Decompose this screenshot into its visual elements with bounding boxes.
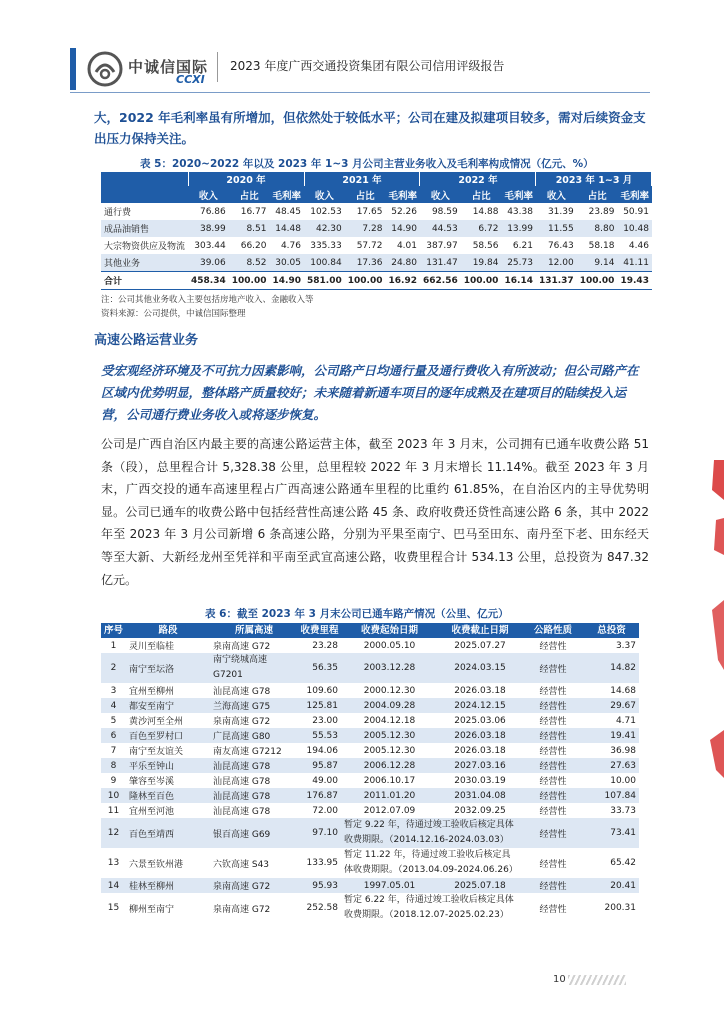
table6-cell-no: 12 bbox=[101, 818, 126, 848]
table5-sub-header-row bbox=[101, 186, 652, 203]
table6-row bbox=[101, 728, 639, 743]
table6-cell-len: 97.10 bbox=[298, 818, 341, 848]
table6-header-cell: 总投资 bbox=[584, 623, 639, 638]
table5-total-row bbox=[101, 272, 652, 290]
table5-corner-cell bbox=[101, 186, 188, 203]
table6-cell-hw: 汕昆高速 G78 bbox=[210, 788, 298, 803]
table5-year-header: 2022 年 bbox=[420, 172, 536, 186]
table6-cell-inv: 33.73 bbox=[610, 805, 636, 816]
table6-cell-len: 95.87 bbox=[298, 758, 341, 773]
table6-cell-end: 2025.07.18 bbox=[438, 878, 522, 893]
table6-cell-no: 15 bbox=[107, 903, 120, 913]
table5-total-cell: 16.92 bbox=[385, 272, 420, 290]
table6-cell-inv: 14.68 bbox=[610, 685, 636, 696]
table5-total-label: 合计 bbox=[101, 272, 188, 290]
table6-cell-hw: 汕昆高速 G78 bbox=[210, 758, 298, 773]
table5-row bbox=[101, 237, 652, 254]
table6-cell-hw: 南友高速 G7212 bbox=[213, 747, 282, 757]
table5-cell: 335.33 bbox=[310, 240, 342, 251]
table6-cell-start: 2000.05.10 bbox=[363, 640, 416, 651]
section-title: 高速公路运营业务 bbox=[94, 333, 199, 348]
table6-cell-len: 23.00 bbox=[312, 715, 338, 726]
table6-cell-inv: 36.98 bbox=[610, 745, 636, 756]
table6-cell-start: 2005.12.30 bbox=[341, 728, 438, 743]
table6-cell-road: 都安至南宁 bbox=[126, 698, 210, 713]
table5-cell: 102.53 bbox=[310, 206, 342, 217]
table5-cell: 52.26 bbox=[391, 206, 417, 217]
table6-cell-hw: 兰海高速 G75 bbox=[210, 698, 298, 713]
table6-cell-road: 平乐至钟山 bbox=[126, 758, 210, 773]
table6-cell-hw: 银百高速 G69 bbox=[210, 818, 298, 848]
table5 bbox=[101, 172, 652, 290]
table6-cell-hw: 汕昆高速 G78 bbox=[213, 807, 271, 817]
table5-cell: 48.45 bbox=[275, 206, 301, 217]
table6-cell-end: 2032.09.25 bbox=[454, 805, 506, 816]
table5-total-cell: 100.00 bbox=[229, 272, 270, 290]
table6-cell-hw: 汕昆高速 G78 bbox=[213, 777, 271, 787]
table6-cell-no: 6 bbox=[101, 728, 126, 743]
table5-cell: 25.73 bbox=[501, 254, 536, 272]
table6-cell-len: 176.87 bbox=[298, 788, 341, 803]
table6-cell-len: 133.95 bbox=[306, 858, 338, 868]
table6-header-cell: 公路性质 bbox=[522, 623, 584, 638]
table5-cell: 58.56 bbox=[472, 240, 499, 251]
table6-cell-hw: 广昆高速 G80 bbox=[210, 728, 298, 743]
table6-row bbox=[101, 788, 639, 803]
table6-cell-type: 经营性 bbox=[522, 788, 584, 803]
table6-cell-start: 2011.01.20 bbox=[341, 788, 438, 803]
table5-subheader: 毛利率 bbox=[269, 186, 304, 203]
table6-cell-type: 经营性 bbox=[539, 642, 567, 652]
table5-subheader: 占比 bbox=[345, 186, 386, 203]
table5-cell: 17.65 bbox=[356, 206, 383, 217]
table5-row bbox=[101, 254, 652, 272]
table5-year-header: 2023 年 1~3 月 bbox=[536, 172, 652, 186]
ccxi-logo bbox=[86, 50, 211, 88]
table6-cell-start: 2006.10.17 bbox=[363, 775, 416, 786]
table6-row bbox=[101, 758, 639, 773]
table5-row-label: 其他业务 bbox=[101, 254, 188, 272]
table6-cell-road: 灵川至临桂 bbox=[129, 642, 175, 652]
table5-total-cell: 131.37 bbox=[536, 272, 577, 290]
header-rule bbox=[70, 92, 650, 93]
table5-total-cell: 16.14 bbox=[501, 272, 536, 290]
table5-cell: 30.05 bbox=[269, 254, 304, 272]
table6-cell-no: 2 bbox=[101, 653, 126, 683]
table6-cell-end: 2026.03.18 bbox=[454, 685, 506, 696]
table6-cell-start: 暂定 11.22 年，待通过竣工验收后核定具体收费期限。（2013.04.09-2024.06.26） bbox=[344, 850, 518, 875]
page-number: 10 bbox=[553, 974, 566, 985]
table5-cell: 11.55 bbox=[536, 220, 577, 237]
table6-cell-len: 23.28 bbox=[312, 640, 338, 651]
table6-cell-len: 194.06 bbox=[306, 745, 338, 756]
table6-cell-end: 2025.07.27 bbox=[454, 640, 506, 651]
table5-corner bbox=[101, 172, 188, 186]
table5-cell: 19.84 bbox=[461, 254, 502, 272]
table5-cell: 14.88 bbox=[472, 206, 499, 217]
table6-cell-type: 经营性 bbox=[539, 807, 567, 817]
table6-cell-inv: 14.82 bbox=[584, 653, 639, 683]
table5-caption: 表 5：2020~2022 年以及 2023 年 1~3 月公司主营业务收入及毛利率构成情况（亿元、%） bbox=[140, 158, 594, 170]
table6-cell-inv: 200.31 bbox=[604, 903, 636, 913]
body-paragraph: 公司是广西自治区内最主要的高速公路运营主体，截至 2023 年 3 月末，公司拥有已通车收费公路 51 条（段），总里程合计 5,328.38 公里，总里程较 2022 年 3 月末增长 11.14%。截至 2023 年 3 月末，广西交投的通车高速里程占广西高速公路通车里程的比重约 61.85%，在自治区内的主导优势明显。公司已通车的收费公路中包括经营性高速公路 45 条、政府收费还贷性高速公路 6 条，其中 2022 年至 2023 年 3 月公司新增 6 条高速公路，分别为平果至南宁、巴马至田东、南丹至下老、田东经天等至大新、大新经龙州至凭祥和平南至武宣高速公路，收费里程合计 534.13 公里，总投资为 847.32 亿元。 bbox=[101, 437, 649, 587]
table6-cell-end: 2030.03.19 bbox=[454, 775, 506, 786]
table6-cell-end: 2026.03.18 bbox=[454, 745, 506, 756]
table5-total-cell: 100.00 bbox=[461, 272, 502, 290]
table5-subheader: 毛利率 bbox=[617, 186, 652, 203]
table5-total-cell: 100.00 bbox=[577, 272, 618, 290]
table6-cell-start: 暂定 6.22 年，待通过竣工验收后核定具体收费期限。（2018.12.07-2025.02.23） bbox=[344, 895, 514, 920]
table6-cell-end: 2024.03.15 bbox=[438, 653, 522, 683]
table6-cell-hw: 汕昆高速 G78 bbox=[213, 687, 271, 697]
table6-header-cell: 所属高速 bbox=[210, 623, 298, 638]
header-separator bbox=[217, 52, 218, 82]
table5-total-cell: 100.00 bbox=[345, 272, 386, 290]
table5-cell: 8.52 bbox=[229, 254, 270, 272]
table6-cell-type: 经营性 bbox=[539, 747, 567, 757]
table6-cell-end: 2024.12.15 bbox=[438, 698, 522, 713]
table6-cell-inv: 3.37 bbox=[615, 640, 636, 651]
table5-subheader: 收入 bbox=[420, 186, 461, 203]
footer-stripes bbox=[568, 975, 626, 985]
table6-row bbox=[101, 773, 639, 788]
table6-cell-road: 桂林至柳州 bbox=[126, 878, 210, 893]
table6-cell-type: 经营性 bbox=[539, 777, 567, 787]
table6-cell-len: 55.53 bbox=[298, 728, 341, 743]
header-accent-bar bbox=[70, 48, 76, 90]
ccxi-logo-icon bbox=[86, 50, 124, 88]
table5-cell: 39.06 bbox=[188, 254, 229, 272]
table6-cell-road: 南宁至坛洛 bbox=[126, 653, 210, 683]
table6-cell-len: 49.00 bbox=[312, 775, 338, 786]
table5-cell: 7.28 bbox=[345, 220, 386, 237]
table5-cell: 100.84 bbox=[304, 254, 345, 272]
report-title: 2023 年度广西交通投资集团有限公司信用评级报告 bbox=[230, 59, 505, 73]
table6-cell-no: 1 bbox=[110, 640, 117, 651]
table5-cell: 9.14 bbox=[577, 254, 618, 272]
table5-cell: 24.80 bbox=[385, 254, 420, 272]
table5-subheader: 收入 bbox=[188, 186, 229, 203]
table5-subheader: 占比 bbox=[229, 186, 270, 203]
table5-total-cell: 581.00 bbox=[304, 272, 345, 290]
table6-cell-no: 7 bbox=[110, 745, 117, 756]
table5-cell: 8.51 bbox=[229, 220, 270, 237]
table6-cell-start: 2004.09.28 bbox=[341, 698, 438, 713]
table6-cell-hw: 泉南高速 G72 bbox=[213, 642, 271, 652]
table5-subheader: 占比 bbox=[577, 186, 618, 203]
table6-cell-len: 72.00 bbox=[312, 805, 338, 816]
table6-row bbox=[101, 713, 639, 728]
table6-cell-no: 3 bbox=[110, 685, 117, 696]
table6-header-row bbox=[101, 623, 639, 638]
table6-cell-road: 肇容至岑溪 bbox=[129, 777, 175, 787]
table6-cell-hw: 南宁绕城高速 G7201 bbox=[210, 653, 298, 683]
logo-english-text: CCXI bbox=[176, 73, 205, 86]
logo-chinese-text: 中诚信国际 bbox=[128, 58, 209, 76]
table6-cell-type: 经营性 bbox=[522, 818, 584, 848]
table6-header-cell: 收费里程 bbox=[298, 623, 341, 638]
section-summary: 受宏观经济环境及不可抗力因素影响，公司路产日均通行量及通行费收入有所波动；但公司路产在区域内优势明显，整体路产质量较好；未来随着新通车项目的逐年成熟及在建项目的陆续投入运营，公司通行费业务收入或将逐步恢复。 bbox=[101, 363, 639, 422]
table6-cell-inv: 73.41 bbox=[584, 818, 639, 848]
table6-cell-road: 百色至靖西 bbox=[126, 818, 210, 848]
table5-cell: 41.11 bbox=[617, 254, 652, 272]
table5-cell: 6.21 bbox=[512, 240, 533, 251]
table6-cell-no: 5 bbox=[110, 715, 117, 726]
table5-cell: 17.36 bbox=[345, 254, 386, 272]
table6-cell-len: 252.58 bbox=[306, 903, 338, 913]
table6-header-cell: 序号 bbox=[101, 623, 126, 638]
table6-cell-road: 隆林至百色 bbox=[126, 788, 210, 803]
table6-header-cell: 收费起始日期 bbox=[341, 623, 438, 638]
table5-cell: 14.90 bbox=[385, 220, 420, 237]
table6-cell-no: 4 bbox=[101, 698, 126, 713]
table6-cell-inv: 65.42 bbox=[610, 858, 636, 868]
table5-cell: 43.38 bbox=[507, 206, 533, 217]
table6-cell-road: 六景至钦州港 bbox=[129, 859, 184, 870]
table5-cell: 76.43 bbox=[547, 240, 574, 251]
table5-subheader: 收入 bbox=[536, 186, 577, 203]
table6-cell-start: 2004.12.18 bbox=[363, 715, 416, 726]
table6-cell-type: 经营性 bbox=[539, 904, 567, 915]
table5-cell: 16.77 bbox=[240, 206, 267, 217]
table5-total-cell: 458.34 bbox=[188, 272, 229, 290]
table6-cell-start: 2003.12.28 bbox=[341, 653, 438, 683]
table6-cell-start: 2006.12.28 bbox=[341, 758, 438, 773]
table6-cell-no: 14 bbox=[101, 878, 126, 893]
lead-paragraph: 大，2022 年毛利率虽有所增加，但依然处于较低水平；公司在建及拟建项目较多，需对后续资金支出压力保持关注。 bbox=[94, 110, 646, 146]
table6-cell-road: 宜州至河池 bbox=[129, 807, 175, 817]
table6-cell-road: 柳州至南宁 bbox=[129, 904, 175, 915]
table6-cell-start: 2012.07.09 bbox=[363, 805, 416, 816]
table6-cell-no: 10 bbox=[101, 788, 126, 803]
table5-subheader: 毛利率 bbox=[385, 186, 420, 203]
table6-cell-type: 经营性 bbox=[539, 859, 567, 870]
table5-cell: 13.99 bbox=[501, 220, 536, 237]
table5-subheader: 占比 bbox=[461, 186, 502, 203]
table6-cell-start: 暂定 9.22 年，待通过竣工验收后核定具体收费期限。（2014.12.16-2024.03.03） bbox=[341, 818, 522, 848]
table5-cell: 42.30 bbox=[304, 220, 345, 237]
table5-year-header: 2020 年 bbox=[188, 172, 304, 186]
table6-row bbox=[101, 743, 639, 758]
table5-row bbox=[101, 203, 652, 220]
table6-row bbox=[101, 683, 639, 698]
table5-cell: 14.48 bbox=[269, 220, 304, 237]
table6-row bbox=[101, 638, 639, 653]
table6-cell-len: 109.60 bbox=[306, 685, 338, 696]
table5-note: 注：公司其他业务收入主要包括房地产收入、金融收入等 bbox=[101, 295, 314, 305]
table5-cell: 31.39 bbox=[547, 206, 574, 217]
table5-cell: 98.59 bbox=[431, 206, 458, 217]
table5-cell: 8.80 bbox=[577, 220, 618, 237]
table6-cell-hw: 泉南高速 G72 bbox=[213, 717, 271, 727]
table6-cell-type: 经营性 bbox=[522, 653, 584, 683]
table6-row bbox=[101, 698, 639, 713]
table5-cell: 4.46 bbox=[628, 240, 649, 251]
red-seal-stamp bbox=[708, 460, 724, 790]
table5-cell: 12.00 bbox=[536, 254, 577, 272]
table6-cell-len: 95.93 bbox=[298, 878, 341, 893]
table6-cell-end: 2031.04.08 bbox=[438, 788, 522, 803]
table6-cell-type: 经营性 bbox=[522, 728, 584, 743]
table6-cell-type: 经营性 bbox=[539, 687, 567, 697]
table6-cell-road: 百色至罗村口 bbox=[126, 728, 210, 743]
table6-cell-end: 2027.03.16 bbox=[438, 758, 522, 773]
table6-cell-road: 南宁至友谊关 bbox=[129, 747, 184, 757]
table5-cell: 387.97 bbox=[426, 240, 458, 251]
table5-row-label: 成品油销售 bbox=[101, 220, 188, 237]
table6-cell-inv: 29.67 bbox=[584, 698, 639, 713]
table5-total-cell: 19.43 bbox=[617, 272, 652, 290]
table6 bbox=[101, 623, 639, 923]
table6-cell-no: 8 bbox=[101, 758, 126, 773]
table6-cell-no: 11 bbox=[107, 805, 120, 816]
table6-cell-type: 经营性 bbox=[539, 717, 567, 727]
table6-cell-inv: 27.63 bbox=[584, 758, 639, 773]
table6-cell-start: 2005.12.30 bbox=[363, 745, 416, 756]
table5-total-cell: 662.56 bbox=[420, 272, 461, 290]
table6-cell-hw: 泉南高速 G72 bbox=[213, 904, 271, 915]
table6-cell-no: 13 bbox=[107, 858, 120, 868]
table5-subheader: 收入 bbox=[304, 186, 345, 203]
table5-row bbox=[101, 220, 652, 237]
table5-cell: 4.01 bbox=[396, 240, 417, 251]
table6-cell-len: 125.81 bbox=[298, 698, 341, 713]
table6-cell-inv: 10.00 bbox=[610, 775, 636, 786]
table6-cell-road: 黄沙河至全州 bbox=[129, 717, 184, 727]
table6-cell-hw: 六钦高速 S43 bbox=[213, 859, 270, 870]
table6-cell-start: 1997.05.01 bbox=[341, 878, 438, 893]
table6-cell-hw: 泉南高速 G72 bbox=[210, 878, 298, 893]
table6-cell-start: 2000.12.30 bbox=[363, 685, 416, 696]
table6-cell-road: 宜州至柳州 bbox=[129, 687, 175, 697]
table6-cell-inv: 20.41 bbox=[584, 878, 639, 893]
table5-source: 资料来源：公司提供，中诚信国际整理 bbox=[101, 309, 246, 319]
table5-cell: 10.48 bbox=[617, 220, 652, 237]
table6-cell-end: 2025.03.06 bbox=[454, 715, 506, 726]
table5-row-label: 通行费 bbox=[104, 208, 132, 218]
table6-row bbox=[101, 878, 639, 893]
table5-cell: 76.86 bbox=[199, 206, 226, 217]
table6-cell-inv: 4.71 bbox=[615, 715, 636, 726]
table5-cell: 4.76 bbox=[280, 240, 301, 251]
table6-row bbox=[101, 803, 639, 818]
table6-cell-no: 9 bbox=[110, 775, 117, 786]
table6-row bbox=[101, 653, 639, 683]
table6-cell-inv: 19.41 bbox=[584, 728, 639, 743]
table5-cell: 38.99 bbox=[188, 220, 229, 237]
table5-year-header-row bbox=[101, 172, 652, 186]
table5-subheader: 毛利率 bbox=[501, 186, 536, 203]
table5-cell: 57.72 bbox=[356, 240, 383, 251]
table6-cell-len: 56.35 bbox=[298, 653, 341, 683]
table5-cell: 6.72 bbox=[461, 220, 502, 237]
table6-caption: 表 6：截至 2023 年 3 月末公司已通车路产情况（公里、亿元） bbox=[205, 608, 509, 620]
table6-cell-type: 经营性 bbox=[522, 698, 584, 713]
table5-cell: 303.44 bbox=[194, 240, 226, 251]
table5-cell: 58.18 bbox=[588, 240, 615, 251]
table6-cell-end: 2026.03.18 bbox=[438, 728, 522, 743]
table6-row bbox=[101, 893, 639, 923]
table5-cell: 131.47 bbox=[420, 254, 461, 272]
table6-cell-type: 经营性 bbox=[522, 758, 584, 773]
table6-header-cell: 收费截止日期 bbox=[438, 623, 522, 638]
table5-total-cell: 14.90 bbox=[269, 272, 304, 290]
table6-cell-type: 经营性 bbox=[522, 878, 584, 893]
table5-cell: 44.53 bbox=[420, 220, 461, 237]
table6-row bbox=[101, 848, 639, 878]
table5-cell: 50.91 bbox=[623, 206, 649, 217]
table5-row-label: 大宗物资供应及物流 bbox=[104, 242, 186, 252]
table6-cell-inv: 107.84 bbox=[584, 788, 639, 803]
table6-row bbox=[101, 818, 639, 848]
table5-cell: 23.89 bbox=[588, 206, 615, 217]
table5-year-header: 2021 年 bbox=[304, 172, 420, 186]
table5-cell: 66.20 bbox=[240, 240, 267, 251]
table6-header-cell: 路段 bbox=[126, 623, 210, 638]
